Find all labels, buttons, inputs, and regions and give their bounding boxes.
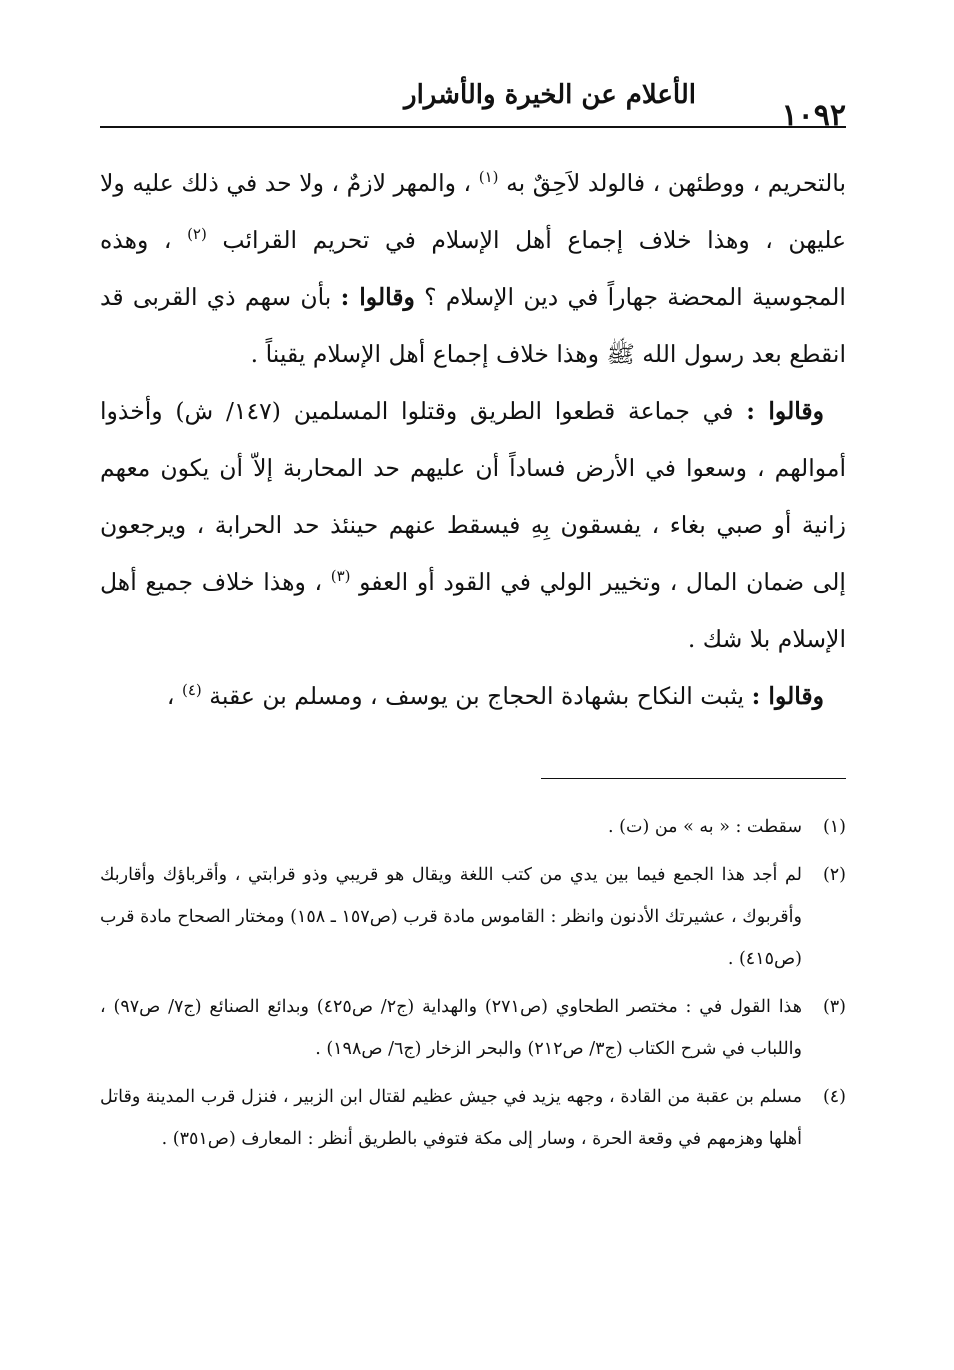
running-title: الأعلام عن الخيرة والأشرار [404, 80, 696, 110]
footnote-number: (٢) [822, 865, 846, 885]
bold-lead: وقالوا : [340, 283, 415, 311]
page-number: ١٠٩٢ [781, 98, 846, 133]
paragraph-1 [100, 155, 846, 383]
bold-lead: وقالوا : [746, 397, 824, 425]
text-run: ، وهذه المجوسية المحضة جهاراً في دين الإسلام ؟ [100, 226, 846, 311]
footnote-text: مسلم بن عقبة من القادة ، وجهه يزيد في جيش عظيم لقتال ابن الزبير ، فنزل قرب المدينة وقاتل أهلها وهزمهم في وقعة الحرة ، وسار إلى مكة فتوفي بالطريق أنظر : المعارف (ص٣٥١) . [100, 1087, 802, 1149]
footnote-item [100, 854, 846, 980]
footnote-number: (٤) [822, 1087, 846, 1107]
footnote-ref-1[interactable]: (١) [478, 168, 499, 187]
text-run: بأن سهم ذي القربى قد انقطع بعد رسول الله ﷺ وهذا خلاف إجماع أهل الإسلام يقيناً . [100, 283, 846, 368]
text-run: ، [166, 682, 175, 710]
footnote-number: (١) [822, 817, 846, 837]
text-run: بالتحريم ، ووطئهن ، فالولد لاَحِقٌ به [506, 169, 846, 197]
text-run: ، والمهر لازمٌ ، ولا حد في ذلك عليه ولا عليهن ، وهذا خلاف إجماع أهل الإسلام في تحريم القرائب [100, 169, 846, 254]
footnote-item [100, 1076, 846, 1160]
text-run: في جماعة قطعوا الطريق وقتلوا المسلمين (١٤٧/ ش) وأخذوا أموالهم ، وسعوا في الأرض فساداً أن عليهم حد المحاربة إلاّ أن يكون معهم زانية أو صبي بغاء ، يفسقون بِهِ فيسقط عنهم حينئذ حد الحرابة ، ويرجعون إلى ضمان المال ، وتخيير الولي في القود أو العفو [100, 397, 846, 596]
footnote-item [100, 986, 846, 1070]
footnote-text: سقطت : « به » من (ت) . [608, 817, 802, 837]
footnotes [100, 806, 846, 1166]
header-rule [100, 126, 846, 128]
footnote-ref-4[interactable]: (٤) [182, 681, 202, 700]
main-text [100, 155, 846, 725]
footnote-ref-3[interactable]: (٣) [330, 567, 351, 586]
footnote-number: (٣) [822, 997, 846, 1017]
paragraph-2 [100, 383, 846, 668]
text-run: ، وهذا خلاف جميع أهل الإسلام بلا شك . [100, 568, 846, 653]
footnote-separator [541, 778, 846, 779]
footnote-text: هذا القول في : مختصر الطحاوي (ص٢٧١) والهداية (ج٢/ ص٤٢٥) وبدائع الصنائع (ج٧/ ص٩٧) ، واللباب في شرح الكتاب (ج٣/ ص٢١٢) والبحر الزخار (ج٦/ ص١٩٨) . [100, 997, 802, 1059]
paragraph-3 [100, 668, 846, 725]
bold-lead: وقالوا : [751, 682, 824, 710]
footnote-item [100, 806, 846, 848]
footnote-text: لم أجد هذا الجمع فيما بين يدي من كتب اللغة ويقال هو قريبي وذو قرابتي ، وأقرباؤك وأقاربك وأقربوك ، عشيرتك الأدنون وانظر : القاموس مادة قرب (ص١٥٧ ـ ١٥٨) ومختار الصحاح مادة قرب (ص٤١٥) . [100, 865, 802, 969]
page-header [100, 70, 846, 133]
text-run: يثبت النكاح بشهادة الحجاج بن يوسف ، ومسلم بن عقبة [209, 682, 745, 710]
footnote-ref-2[interactable]: (٢) [187, 225, 207, 244]
